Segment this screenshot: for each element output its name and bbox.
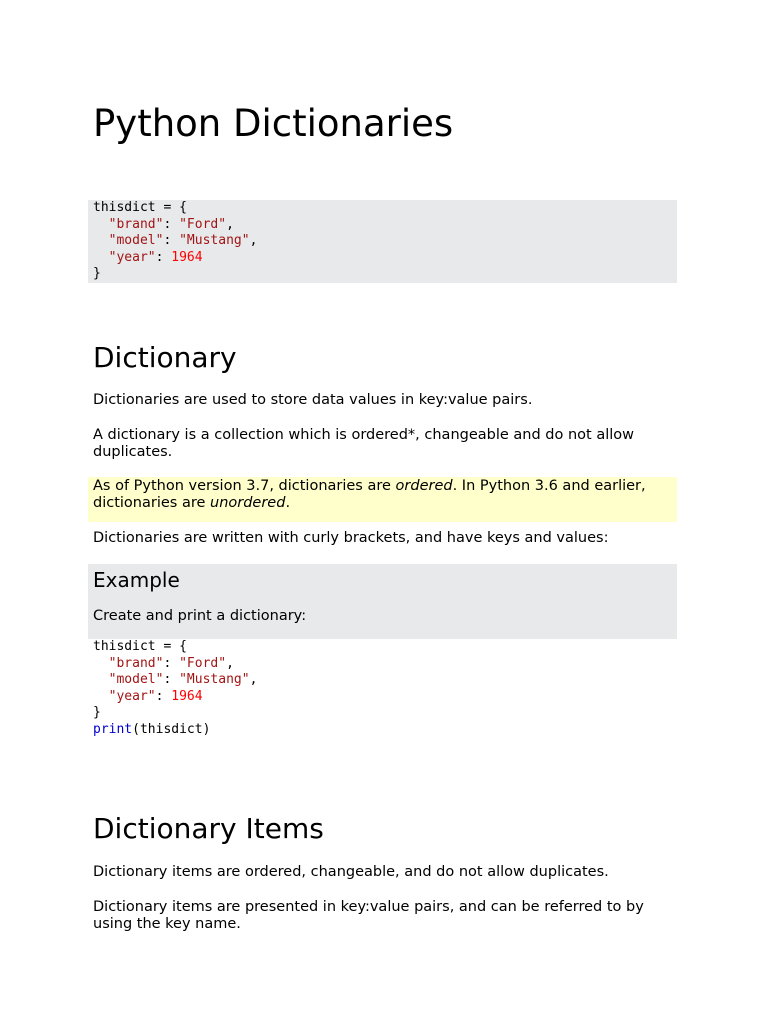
code-line: thisdict = { (93, 639, 187, 654)
paragraph: Dictionaries are written with curly brackets, and have keys and values: (93, 530, 609, 546)
section-heading-dictionary: Dictionary (93, 341, 237, 374)
dict-value: 1964 (171, 688, 203, 704)
dict-key: "model" (108, 233, 164, 248)
code-line: } (93, 266, 101, 281)
paragraph: Dictionary items are ordered, changeable, and do not allow duplicates. (93, 864, 609, 880)
print-function: print (93, 721, 133, 737)
code-block-1-text: thisdict = { "brand": "Ford", "model": "Mustang", "year": 1964 } (93, 200, 258, 281)
dict-key: "brand" (108, 216, 164, 232)
note-text-part: As of Python version 3.7, dictionaries are (93, 478, 396, 494)
paragraph: Dictionary items are presented in key:value pairs, and can be referred to by using the key name. (93, 899, 644, 932)
paragraph: Dictionaries are used to store data values in key:value pairs. (93, 392, 533, 408)
note-emphasis: unordered (210, 495, 286, 511)
code-block-2-text: thisdict = { "brand": "Ford", "model": "Mustang", "year": 1964 } print(thisdict) (93, 639, 258, 737)
dict-key: "brand" (108, 655, 164, 671)
section-heading-dictionary-items: Dictionary Items (93, 812, 324, 845)
dict-key: "model" (108, 672, 164, 687)
note-text-part: . In Python 3.6 and earlier, dictionaries are (93, 478, 646, 511)
dict-key: "year" (108, 249, 156, 265)
note-text (93, 478, 673, 512)
dict-value: 1964 (171, 249, 203, 265)
dict-value: "Ford" (179, 216, 227, 232)
note-text-part: . (285, 495, 291, 511)
dict-key: "year" (108, 688, 156, 704)
paragraph: A dictionary is a collection which is ordered*, changeable and do not allow duplicates. (93, 427, 635, 460)
dict-value: "Mustang" (179, 233, 250, 248)
example-heading: Example (93, 568, 180, 592)
code-line: (thisdict) (132, 721, 211, 737)
page-title: Python Dictionaries (93, 102, 454, 145)
code-line: } (93, 705, 101, 720)
code-line: thisdict = { (93, 200, 187, 215)
dict-value: "Ford" (179, 655, 227, 671)
note-emphasis: ordered (395, 478, 453, 494)
dict-value: "Mustang" (179, 672, 250, 687)
example-description: Create and print a dictionary: (93, 608, 307, 624)
